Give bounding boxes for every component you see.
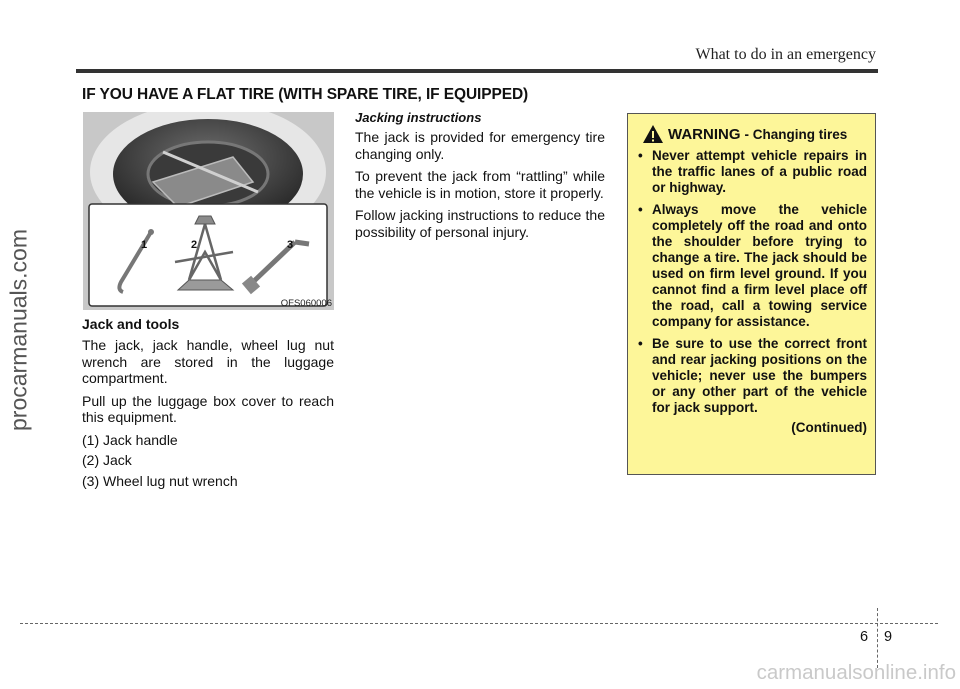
callout-3: 3 <box>287 239 294 251</box>
warning-item <box>638 336 867 416</box>
tool-item-jack-handle: (1) Jack handle <box>82 431 178 448</box>
bullet-dot: • <box>638 202 643 217</box>
jacking-instructions-para3: Follow jacking instructions to reduce the possibility of personal injury. <box>355 207 605 240</box>
bullet-dot: • <box>638 336 643 351</box>
bullet-dot: • <box>638 148 643 163</box>
chapter-number: 6 <box>860 629 869 645</box>
jack-and-tools-heading: Jack and tools <box>82 316 180 332</box>
warning-item <box>638 148 867 196</box>
jack-and-tools-para2: Pull up the luggage box cover to reach this equipment. <box>82 392 334 425</box>
warning-title: WARNING <box>668 125 741 143</box>
callout-2: 2 <box>191 239 198 251</box>
warning-triangle-icon <box>642 124 664 144</box>
page-number: 9 <box>884 629 893 645</box>
side-watermark <box>4 180 34 480</box>
footer-rule <box>20 623 938 624</box>
tool-item-jack: (2) Jack <box>82 452 132 468</box>
warning-item-text: Always move the vehicle completely off the road and onto the shoulder before trying to change a tire. The jack should be used on firm level ground. If you cannot find a firm level place off the road, call a towing service company for assistance. <box>652 202 867 329</box>
footer-divider <box>877 608 878 668</box>
bottom-watermark: carmanualsonline.info <box>756 661 956 684</box>
warning-title-row <box>638 124 867 144</box>
warning-item-text: Never attempt vehicle repairs in the traffic lanes of a public road or highway. <box>652 148 867 195</box>
side-watermark-text: procarmanuals.com <box>5 229 32 431</box>
chapter-title: What to do in an emergency <box>695 46 876 63</box>
jack-tools-photo <box>83 112 334 310</box>
warning-box <box>627 113 876 475</box>
jacking-instructions-para1: The jack is provided for emergency tire changing only. <box>355 129 605 162</box>
jacking-instructions-para2: To prevent the jack from “rattling” while the vehicle is in motion, store it properly. <box>355 168 605 201</box>
section-heading: IF YOU HAVE A FLAT TIRE (WITH SPARE TIRE, IF EQUIPPED) <box>82 86 529 103</box>
continued-label: (Continued) <box>791 420 867 435</box>
header-rule <box>76 69 878 73</box>
warning-subtitle: - Changing tires <box>744 126 848 142</box>
jack-and-tools-para1: The jack, jack handle, wheel lug nut wrench are stored in the luggage compartment. <box>82 337 334 386</box>
warning-item <box>638 202 867 330</box>
warning-list <box>638 148 867 416</box>
jacking-instructions-heading: Jacking instructions <box>355 110 482 125</box>
jack-tools-illustration <box>83 112 334 310</box>
tool-item-lug-wrench: (3) Wheel lug nut wrench <box>82 472 238 489</box>
callout-1: 1 <box>141 239 148 251</box>
jacking-instructions-section <box>355 110 605 246</box>
figure-code: OFS060006 <box>280 298 332 309</box>
jack-and-tools-section <box>82 316 334 493</box>
warning-item-text: Be sure to use the correct front and rear jacking positions on the vehicle; never use the bumpers or any other part of the vehicle for jack support. <box>652 336 867 415</box>
